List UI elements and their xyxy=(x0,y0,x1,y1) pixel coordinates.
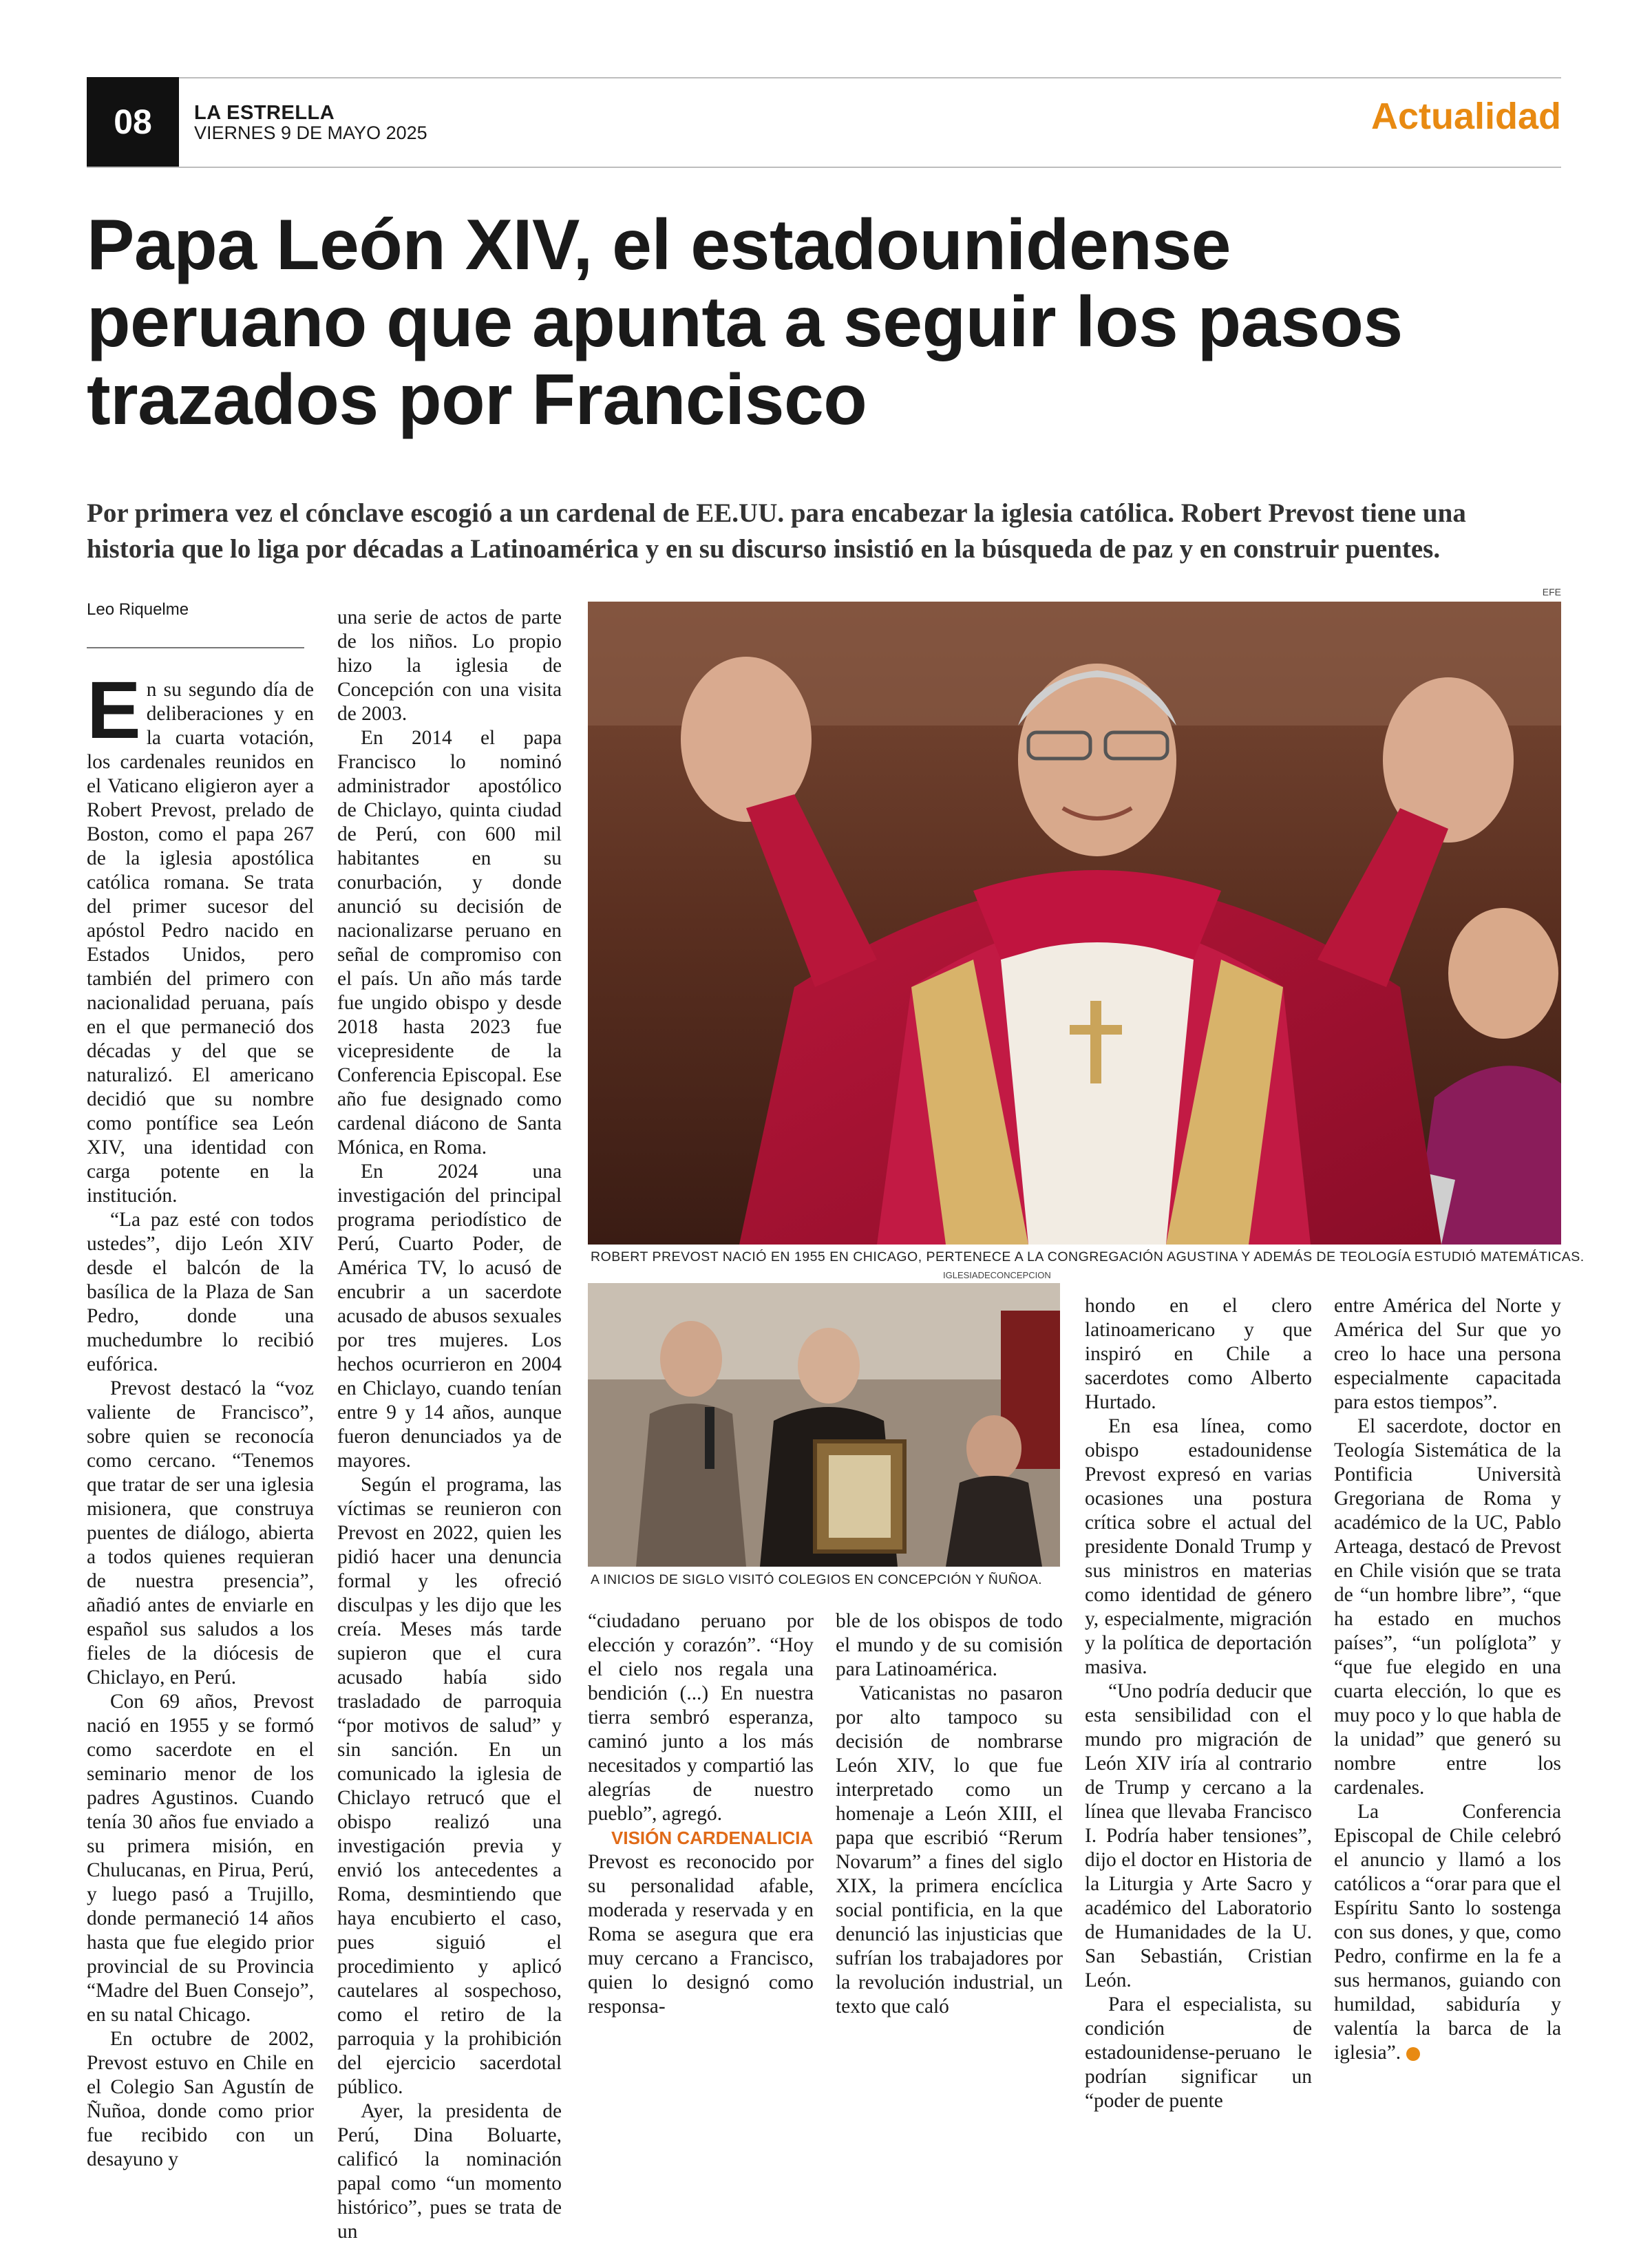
paragraph: “Uno podría deducir que esta sensibilidad con el mundo pro migración de León XIV iría al contrario de Trump y cercano a la línea que llevaba Francisco I. Podría haber tensiones”, dijo el doctor en Historia de la Liturgia y Arte Sacro y académico del Laboratorio de Humanidades de la U. San Sebastián, Cristian León. xyxy=(1085,1680,1312,1991)
subheading: VISIÓN CARDENALICIA xyxy=(611,1828,814,1848)
photo-caption: A INICIOS DE SIGLO VISITÓ COLEGIOS EN CONCEPCIÓN Y ÑUÑOA. xyxy=(591,1572,1042,1587)
paragraph: “La paz esté con todos ustedes”, dijo León XIV desde el balcón de la basílica de la Plaza de San Pedro, donde una muchedumbre lo recibió eufórica. xyxy=(87,1209,314,1375)
section-label: Actualidad xyxy=(1370,96,1561,137)
main-photo-pope-waving xyxy=(588,602,1561,1245)
deck xyxy=(87,496,1574,568)
end-of-article-icon xyxy=(1406,2047,1420,2061)
paragraph: El sacerdote, doctor en Teología Sistemática de la Pontificia Università Gregoriana de Roma y académico de la UC, Pablo Arteaga, destacó de Prevost en Chile visión que se trata de “un hombre libre”, “que ha estado en muchos países”, “un políglota” y “que fue elegido en una cuarta elección, lo que es muy poco y lo que habla de la unidad” que generó su nombre entre los cardenales. xyxy=(1334,1415,1561,1799)
paragraph-text: n su segundo día de deliberaciones y en la cuarta votación, los cardenales reunidos en el Vaticano eligieron ayer a Robert Prevost, prelado de Boston, como el papa 267 de la iglesia apostólica católica romana. Se trata del primer sucesor del apóstol Pedro nacido en Estados Unidos, pero también del primero con nacionalidad peruana, país en el que permaneció dos décadas y del que se naturalizó. El americano decidió que su nombre como pontífice sea León XIV, una identidad con carga potente en la institución. xyxy=(87,679,314,1207)
header-rule xyxy=(87,167,1561,168)
paragraph: una serie de actos de parte de los niños. Lo propio hizo la iglesia de Concepción con una visita de 2003. xyxy=(337,606,562,725)
paragraph: Con 69 años, Prevost nació en 1955 y se formó como sacerdote en el seminario menor de los padres Agustinos. Cuando tenía 30 años fue enviado a su primera misión, en Chulucanas, en Pirua, Perú, y luego pasó a Trujillo, donde permaneció 14 años hasta que fue elegido prior provincial de su Provincia “Madre del Buen Consejo”, en su natal Chicago. xyxy=(87,1691,314,2026)
paragraph: Ayer, la presidenta de Perú, Dina Boluarte, calificó la nominación papal como “un momento histórico”, pues se trata de un xyxy=(337,2100,562,2243)
byline: Leo Riquelme xyxy=(87,600,189,619)
paragraph: Prevost destacó la “voz valiente de Francisco”, sobre quien se reconocía como cercano. “Tenemos que tratar de ser una iglesia misionera, que construya puentes de diálogo, abierta a todos quienes requieran de nuestra presencia”, añadió antes de enviarle en español sus saludos a los fieles de la diócesis de Chiclayo, en Perú. xyxy=(87,1377,314,1689)
article-column-5 xyxy=(1085,1294,1312,2112)
deck-line: historia que lo liga por décadas a Latinoamérica y en su discurso insistió en la búsqueda de paz y en construir puentes. xyxy=(87,534,1441,564)
paragraph: En 2014 el papa Francisco lo nominó administrador apostólico de Chiclayo, quinta ciudad de Perú, con 600 mil habitantes en su conurbación, y donde anunció su decisión de nacionalizarse peruano en señal de compromiso con el país. Un año más tarde fue ungido obispo y desde 2018 hasta 2023 fue vicepresidente de la Conferencia Episcopal. Ese año fue designado como cardenal diácono de Santa Mónica, en Roma. xyxy=(337,727,562,1158)
paragraph: En esa línea, como obispo estadounidense Prevost expresó en varias ocasiones una postura crítica sobre el actual del presidente Donald Trump y sus ministros en materias como identidad de género y, especialmente, migración y la política de deportación masiva. xyxy=(1085,1415,1312,1678)
photo-credit: EFE xyxy=(1542,586,1561,597)
paragraph: En 2024 una investigación del principal programa periodístico de Perú, Cuarto Poder, de América TV, lo acusó de encubrir a un sacerdote acusado de abusos sexuales por tres mujeres. Los hechos ocurrieron en 2004 en Chiclayo, cuando tenían entre 9 y 14 años, aunque fueron denunciados ya de mayores. xyxy=(337,1161,562,1472)
photo-caption: ROBERT PREVOST NACIÓ EN 1955 EN CHICAGO, PERTENECE A LA CONGREGACIÓN AGUSTINA Y ADEMÁS DE TEOLOGÍA ESTUDIÓ MATEMÁTICAS. xyxy=(591,1249,1585,1264)
publication-date: VIERNES 9 DE MAYO 2025 xyxy=(194,123,427,143)
paragraph xyxy=(87,665,314,1208)
paragraph: Para el especialista, su condición de estadounidense-peruano le podrían significar un “poder de puente xyxy=(1085,1993,1312,2112)
paragraph: ble de los obispos de todo el mundo y de su comisión para Latinoamérica. xyxy=(836,1610,1063,1680)
page-number: 08 xyxy=(87,77,179,167)
photo-credit: IGLESIADECONCEPCION xyxy=(943,1270,1051,1280)
byline-rule xyxy=(87,647,304,648)
drop-cap: E xyxy=(87,665,141,756)
second-photo-school-visit xyxy=(588,1283,1060,1567)
paragraph: hondo en el clero latinoamericano y que inspiró en Chile a sacerdotes como Alberto Hurtado. xyxy=(1085,1295,1312,1413)
pope-illustration xyxy=(588,602,1561,1245)
deck-line: Por primera vez el cónclave escogió a un cardenal de EE.UU. para encabezar la iglesia católica. Robert Prevost tiene una xyxy=(87,498,1466,528)
paragraph: “ciudadano peruano por elección y corazón”. “Hoy el cielo nos regala una bendición (...) En nuestra tierra sembró esperanza, caminó junto a los más necesitados y compartió las alegrías de nuestro pueblo”, agregó. xyxy=(588,1610,814,1825)
paragraph xyxy=(1334,1800,1561,2065)
publication-name: LA ESTRELLA xyxy=(194,102,335,124)
article-column-6 xyxy=(1334,1294,1561,2064)
paragraph: Prevost es reconocido por su personalidad afable, moderada y reservada y en Roma se asegura que era muy cercano a Francisco, quien lo designó como responsa- xyxy=(588,1851,814,2018)
paragraph: Vaticanistas no pasaron por alto tampoco su decisión de nombrarse León XIV, lo que fue interpretado como un homenaje a León XIII, el papa que escribió “Rerum Novarum” a fines del siglo XIX, la primera encíclica social pontificia, en la que denunció las injusticias que sufrían los trabajadores por la revolución industrial, un texto que caló xyxy=(836,1682,1063,2018)
article-column-4 xyxy=(836,1609,1063,2018)
headline-line: Papa León XIV, el estadounidense xyxy=(87,205,1231,285)
article-column-3 xyxy=(588,1609,814,2018)
paragraph: entre América del Norte y América del Sur que yo creo lo hace una persona especialmente capacitada para estos tiempos”. xyxy=(1334,1295,1561,1413)
article-column-2 xyxy=(337,606,562,2243)
paragraph-text: La Conferencia Episcopal de Chile celebró el anuncio y llamó a los católicos a “orar para que el Espíritu Santo lo sostenga con sus dones, y que, como Pedro, confirme en la fe a sus hermanos, guiando con humildad, sabiduría y valentía la barca de la iglesia”. xyxy=(1334,1801,1561,2064)
headline-line: peruano que apunta a seguir los pasos xyxy=(87,282,1403,363)
school-visit-illustration xyxy=(588,1283,1060,1567)
headline-line: trazados por Francisco xyxy=(87,359,867,440)
top-rule xyxy=(87,77,1561,78)
headline xyxy=(87,207,1587,438)
article-column-1 xyxy=(87,665,314,2170)
paragraph: En octubre de 2002, Prevost estuvo en Chile en el Colegio San Agustín de Ñuñoa, donde como prior fue recibido con un desayuno y xyxy=(87,2028,314,2170)
paragraph: Según el programa, las víctimas se reunieron con Prevost en 2022, quien les pidió hacer una denuncia formal y les ofreció disculpas y les dijo que les creía. Meses más tarde supieron que el cura acusado había sido trasladado de parroquia “por motivos de salud” y sin sanción. En un comunicado la iglesia de Chiclayo retrucó que el obispo realizó una investigación previa y envió los antecedentes a Roma, desmintiendo que haya encubierto el caso, pues siguió el procedimiento y aplicó cautelares al sospechoso, como el retiro de la parroquia y la prohibición del ejercicio sacerdotal público. xyxy=(337,1474,562,2098)
